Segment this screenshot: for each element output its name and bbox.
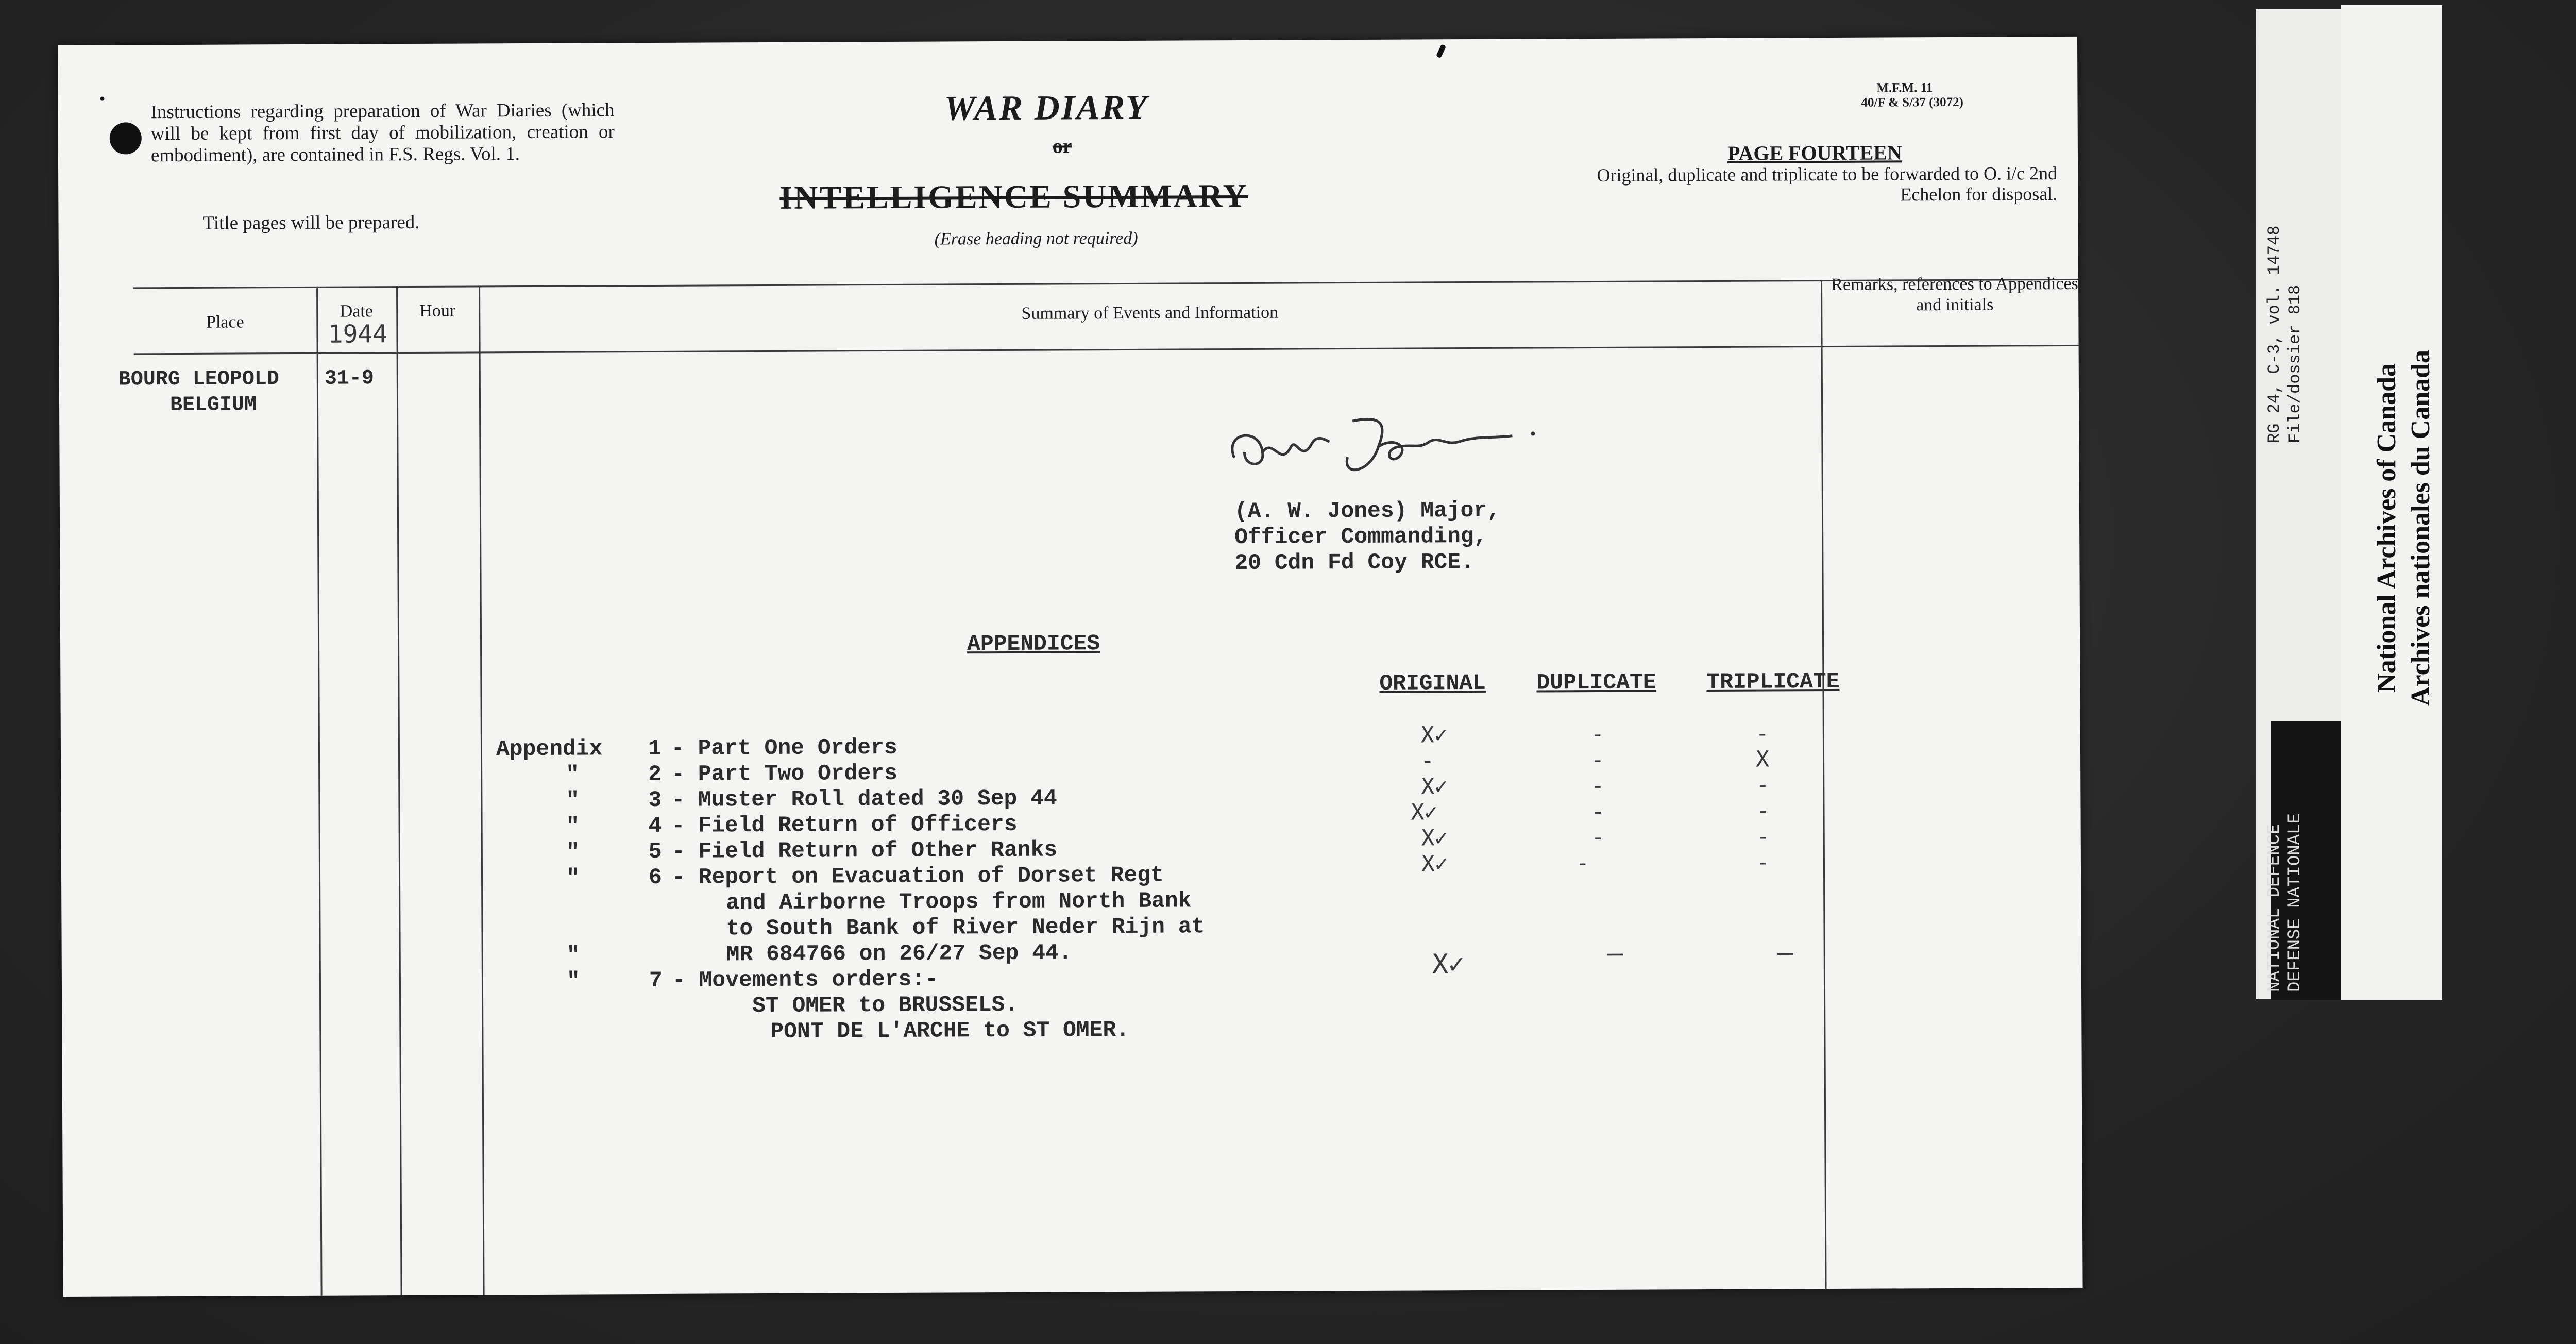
mark-triplicate: - bbox=[1756, 798, 1770, 824]
mark-triplicate: - bbox=[1756, 824, 1770, 850]
table-header-rule bbox=[134, 345, 2083, 355]
date-column-rule bbox=[396, 286, 402, 1296]
erase-heading-note: (Erase heading not required) bbox=[934, 228, 1138, 249]
signature-role: Officer Commanding, bbox=[1234, 523, 1487, 550]
ditto-mark: " bbox=[566, 787, 580, 813]
mark-original: X✓ bbox=[1420, 722, 1448, 748]
summary-header: Summary of Events and Information bbox=[1021, 303, 1279, 323]
signature-name: (A. W. Jones) Major, bbox=[1234, 497, 1501, 525]
mark-duplicate: - bbox=[1575, 850, 1589, 877]
intelligence-summary-heading: INTELLIGENCE SUMMARY bbox=[779, 177, 1248, 216]
appendix-text: PONT DE L'ARCHE to ST OMER. bbox=[770, 1017, 1130, 1044]
mark-triplicate: X bbox=[1755, 746, 1770, 772]
entry-date: 31-9 bbox=[324, 367, 374, 391]
mark-duplicate: - bbox=[1591, 772, 1605, 799]
mark-original: X✓ bbox=[1432, 949, 1465, 980]
mark-original: X✓ bbox=[1421, 825, 1448, 851]
ditto-mark: " bbox=[566, 942, 580, 968]
appendix-text: - Part Two Orders bbox=[671, 760, 897, 787]
place-line-1: BOURG LEOPOLD bbox=[118, 367, 279, 392]
mark-original: X✓ bbox=[1421, 774, 1448, 800]
ditto-mark: " bbox=[566, 968, 580, 994]
date-header: Date bbox=[340, 301, 373, 321]
archive-file-reference bbox=[2264, 226, 2306, 443]
appendix-num: 6 bbox=[648, 864, 662, 891]
title-pages-note: Title pages will be prepared. bbox=[202, 211, 420, 234]
mark-duplicate: - bbox=[1590, 747, 1605, 774]
signature-unit: 20 Cdn Fd Coy RCE. bbox=[1234, 549, 1474, 576]
appendix-text: - Part One Orders bbox=[671, 734, 897, 761]
war-diary-title: WAR DIARY bbox=[944, 87, 1149, 128]
national-defence-label bbox=[2264, 813, 2306, 992]
national-archives-label bbox=[2370, 350, 2438, 706]
forwarding-note: Original, duplicate and triplicate to be forwarded to O. i/c 2nd Echelon for disposal. bbox=[1597, 163, 2058, 205]
ditto-mark: " bbox=[566, 839, 580, 865]
mark-duplicate: - bbox=[1591, 824, 1605, 851]
appendix-text: - Movements orders:- bbox=[672, 966, 939, 993]
mark-original: X✓ bbox=[1411, 799, 1438, 826]
place-header: Place bbox=[206, 312, 244, 332]
appendix-num: 2 bbox=[648, 761, 662, 787]
appendix-num: 5 bbox=[648, 838, 662, 865]
archives-fr: Archives nationales du Canada bbox=[2406, 349, 2435, 706]
col-duplicate: DUPLICATE bbox=[1536, 669, 1656, 696]
mark-triplicate: - bbox=[1756, 849, 1770, 876]
ditto-mark: " bbox=[566, 762, 580, 787]
mark-triplicate: — bbox=[1777, 937, 1794, 968]
appendix-text: - Field Return of Other Ranks bbox=[671, 837, 1058, 864]
mark-original: - bbox=[1420, 748, 1435, 774]
title-or: or bbox=[1052, 134, 1072, 158]
remarks-header: Remarks, references to Appendices and initials bbox=[1831, 274, 2078, 315]
appendix-text: - Muster Roll dated 30 Sep 44 bbox=[671, 785, 1057, 813]
place-line-2: BELGIUM bbox=[170, 393, 257, 417]
year-handwritten: 1944 bbox=[328, 320, 388, 349]
table-top-rule bbox=[133, 279, 2083, 289]
page-number: PAGE FOURTEEN bbox=[1727, 141, 1903, 165]
ink-speck bbox=[1436, 44, 1446, 58]
appendix-text: ST OMER to BRUSSELS. bbox=[752, 992, 1019, 1019]
form-code-line-1: M.F.M. 11 bbox=[1876, 81, 1933, 95]
ditto-mark: " bbox=[566, 865, 580, 891]
ink-speck bbox=[100, 97, 104, 101]
col-original: ORIGINAL bbox=[1379, 670, 1486, 696]
appendix-prefix: Appendix bbox=[496, 736, 603, 762]
dept-line-1: NATIONAL DEFENCE bbox=[2265, 824, 2284, 992]
handwritten-signature bbox=[1224, 399, 1554, 494]
form-code-line-2: 40/F & S/37 (3072) bbox=[1861, 95, 1963, 110]
col-triplicate: TRIPLICATE bbox=[1706, 668, 1840, 695]
remarks-column-rule bbox=[1821, 280, 1827, 1290]
appendices-heading: APPENDICES bbox=[967, 631, 1100, 657]
hour-column-rule bbox=[479, 285, 485, 1296]
mark-duplicate: — bbox=[1607, 937, 1624, 969]
mark-triplicate: - bbox=[1756, 772, 1770, 798]
mark-triplicate: - bbox=[1755, 720, 1769, 747]
instructions-note: Instructions regarding preparation of War Diaries (which will be kept from first day of mobilization, creation or embodiment), are contained in F.S. Regs. Vol. 1. bbox=[150, 99, 615, 166]
appendix-text: - Report on Evacuation of Dorset Regt bbox=[671, 862, 1164, 890]
appendix-text: to South Bank of River Neder Rijn at bbox=[726, 914, 1205, 942]
appendix-num: 3 bbox=[648, 787, 662, 813]
appendix-text: MR 684766 on 26/27 Sep 44. bbox=[726, 940, 1072, 967]
appendix-num: 1 bbox=[648, 735, 662, 762]
dept-line-2: DEFENSE NATIONALE bbox=[2285, 813, 2305, 992]
ditto-mark: " bbox=[566, 813, 580, 839]
appendix-text: and Airborne Troops from North Bank bbox=[726, 888, 1192, 916]
punch-hole-mark bbox=[110, 122, 142, 154]
mark-duplicate: - bbox=[1590, 721, 1604, 748]
archives-en: National Archives of Canada bbox=[2372, 363, 2401, 693]
hour-header: Hour bbox=[419, 301, 456, 321]
place-column-rule bbox=[316, 287, 323, 1297]
appendix-num: 7 bbox=[649, 967, 663, 994]
form-code bbox=[1861, 81, 1963, 110]
appendix-num: 4 bbox=[648, 813, 662, 839]
archive-ref-line-2: File/dossier 818 bbox=[2285, 284, 2304, 443]
mark-original: X✓ bbox=[1421, 851, 1448, 877]
mark-duplicate: - bbox=[1591, 798, 1605, 825]
appendix-text: - Field Return of Officers bbox=[671, 811, 1018, 838]
archive-ref-line-1: RG 24, C-3, vol. 14748 bbox=[2265, 225, 2284, 443]
war-diary-sheet bbox=[58, 37, 2083, 1297]
